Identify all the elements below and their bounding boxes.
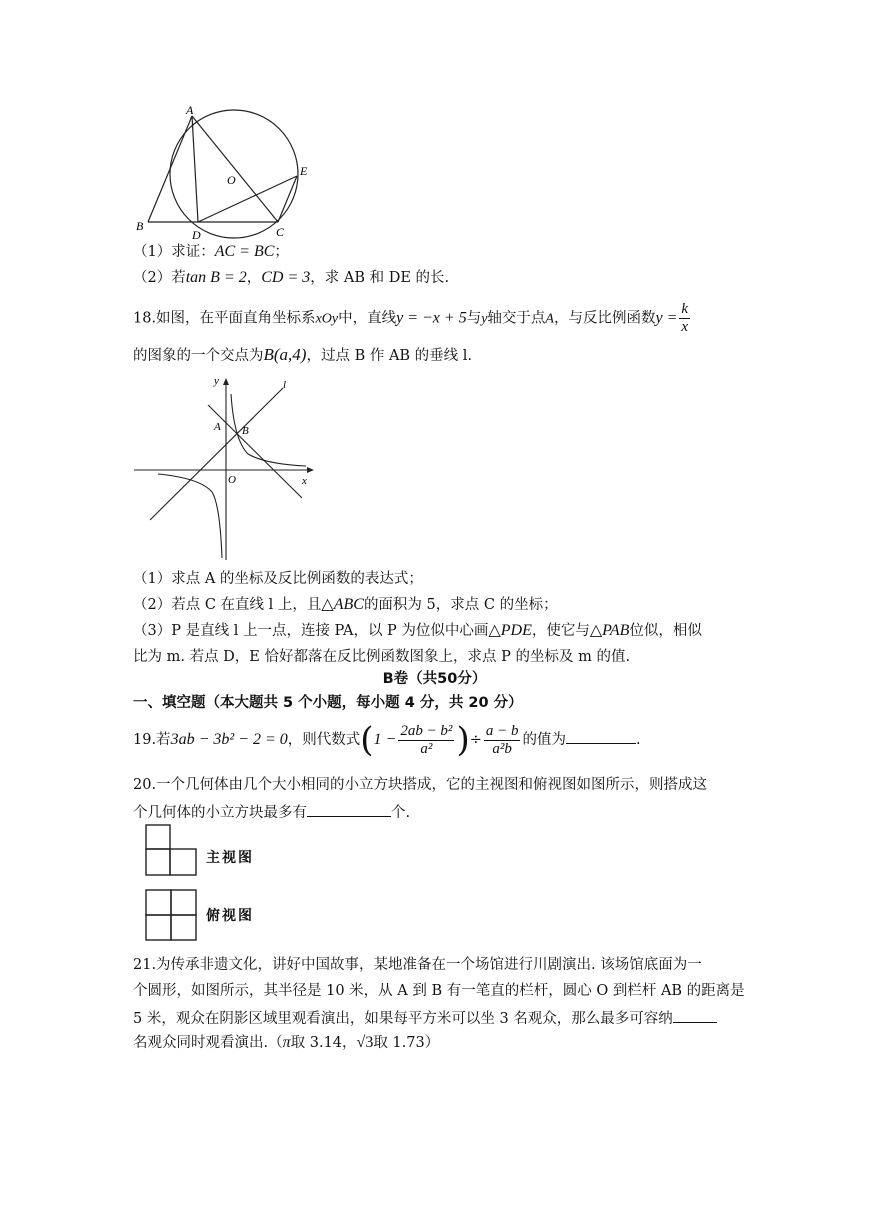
q18-A: A (545, 311, 554, 327)
q18-y: y (481, 311, 488, 327)
q21-answer-blank[interactable] (673, 1006, 717, 1023)
label-x-axis: x (302, 475, 307, 487)
q18-line2-a: 的图象的一个交点为 (133, 348, 264, 364)
q18-frac-num: k (681, 301, 689, 317)
q19-c: 的值为 (522, 732, 566, 748)
label-c: C (276, 225, 285, 239)
q19-lparen: ( (360, 720, 374, 760)
q17-p2-math1: tan B = 2 (185, 269, 247, 286)
q18-intro (133, 301, 692, 336)
front-view-label-text: 主视图 (206, 850, 254, 866)
q21-line2 (133, 980, 745, 1002)
q20-line1-text: 20.一个几何体由几个大小相同的小立方块搭成，它的主视图和俯视图如图所示，则搭成这 (133, 777, 708, 793)
q17-p2-prefix: （2）若 (133, 270, 186, 286)
q18-func: y = (655, 309, 678, 327)
q18-xoy: xOy (315, 311, 339, 327)
label-o: O (227, 173, 236, 187)
q19 (133, 720, 641, 760)
q19-end: . (635, 732, 641, 748)
q19-f2-den: a²b (492, 740, 512, 757)
q19-frac1 (398, 723, 454, 758)
section-b-heading-text: 一、填空题（本大题共 5 个小题，每小题 4 分，共 20 分） (133, 695, 523, 711)
q19-frac2 (484, 723, 521, 758)
q21-pi: π (282, 1034, 291, 1051)
q17-part2 (133, 267, 449, 289)
q18-p1: （1）求点 A 的坐标及反比例函数的表达式； (133, 571, 423, 587)
q21-line3 (133, 1006, 717, 1030)
q17-p2-sep: ， (246, 270, 262, 286)
circle-geometry-figure (130, 100, 330, 242)
q19-f1-num: 2ab − b² (400, 722, 453, 739)
q18-fraction (679, 301, 690, 336)
q18-p3-tri2: △PAB (589, 622, 630, 639)
q21-line3-text: 5 米，观众在阴影区域里观看演出，如果每平方米可以坐 3 名观众，那么最多可容纳 (133, 1011, 673, 1027)
q18-p2-tri: △ABC (321, 596, 364, 613)
q17-p1-suffix: ； (274, 244, 289, 260)
q18-p3-b: ，使它与 (531, 623, 590, 639)
q19-rparen: ) (456, 720, 470, 760)
q18-frac-den: x (681, 319, 689, 335)
q21-line4-a: 名观众同时观看演出.（ (133, 1035, 283, 1051)
q21-line1-text: 21.为传承非遗文化，讲好中国故事，某地准备在一个场馆进行川剧演出. 该场馆底面为一 (133, 957, 702, 973)
q21-line1 (133, 954, 702, 976)
label-l: l (283, 379, 287, 391)
q21-line4 (133, 1032, 439, 1054)
label-b-point: B (242, 425, 249, 437)
q19-b: ，则代数式 (287, 732, 361, 748)
q18-line-eq: y = −x + 5 (396, 309, 467, 327)
label-y-axis: y (214, 375, 219, 387)
q18-p3-tri1: △PDE (488, 622, 532, 639)
q19-condition: 3ab − 3b² − 2 = 0 (170, 731, 288, 748)
q19-a: 19.若 (133, 732, 171, 748)
q18-intro-line2 (133, 344, 472, 367)
q20-line2-b: 个. (391, 805, 411, 821)
top-view-label-text: 俯视图 (206, 908, 254, 924)
q20-line1 (133, 774, 707, 796)
q18-part3-line2 (133, 646, 630, 668)
q19-div: ÷ (469, 732, 482, 748)
q19-f1-den: a² (420, 740, 433, 757)
label-a-point: A (214, 421, 221, 433)
q18-p2-b: 的面积为 5，求点 C 的坐标； (363, 597, 558, 613)
q17-p2-suffix: ，求 AB 和 DE 的长. (310, 270, 450, 286)
section-b-title-text: B卷（共50分） (382, 671, 487, 687)
q17-part1 (133, 241, 289, 263)
q21-line4-c: 取 1.73） (373, 1035, 440, 1051)
q21-line2-text: 个圆形，如图所示，其半径是 10 米，从 A 到 B 有一笔直的栏杆，圆心 O 到栏杆 AB 的距离是 (133, 983, 745, 999)
q18-point-b: B(a,4) (263, 345, 307, 364)
top-view-label (206, 905, 254, 927)
label-a: A (186, 103, 194, 117)
q20-answer-blank[interactable] (307, 800, 391, 817)
q18-p3-c: 位似，相似 (629, 623, 702, 639)
coordinate-graph-figure (130, 370, 320, 562)
q21-sqrt3: √3 (356, 1034, 374, 1051)
q18-part1 (133, 568, 423, 590)
q18-intro-d: 轴交于点 (487, 310, 546, 327)
q18-intro-e: ，与反比例函数 (553, 310, 656, 327)
q19-one-minus: 1 − (373, 731, 397, 748)
q18-p3-a: （3）P 是直线 l 上一点，连接 PA，以 P 为位似中心画 (133, 623, 489, 639)
q18-part3 (133, 620, 702, 642)
label-d: D (192, 228, 201, 242)
q20-line2-a: 个几何体的小立方块最多有 (133, 805, 307, 821)
label-origin: O (228, 474, 236, 486)
q18-intro-b: 中，直线 (338, 310, 397, 327)
q18-line2-b: ，过点 B 作 AB 的垂线 l. (306, 348, 473, 364)
front-view-label (206, 847, 254, 869)
q19-answer-blank[interactable] (566, 727, 636, 744)
q20-line2 (133, 800, 410, 824)
section-b-title (0, 668, 869, 690)
q18-intro-a: 18.如图，在平面直角坐标系 (133, 310, 316, 327)
q18-part2 (133, 594, 558, 616)
q19-f2-num: a − b (485, 722, 519, 739)
q18-p2-a: （2）若点 C 在直线 l 上，且 (133, 597, 322, 613)
q17-p1-math: AC = BC (214, 243, 275, 260)
section-b-heading (133, 692, 523, 714)
label-e: E (300, 164, 308, 178)
q18-intro-c: 与 (466, 310, 482, 327)
q18-p3-line2: 比为 m. 若点 D，E 恰好都落在反比例函数图象上，求点 P 的坐标及 m 的值. (133, 649, 631, 665)
q17-p1-prefix: （1）求证： (133, 244, 215, 260)
label-b: B (136, 219, 144, 233)
q17-p2-math2: CD = 3 (261, 269, 311, 286)
q21-line4-b: 取 3.14， (290, 1035, 357, 1051)
